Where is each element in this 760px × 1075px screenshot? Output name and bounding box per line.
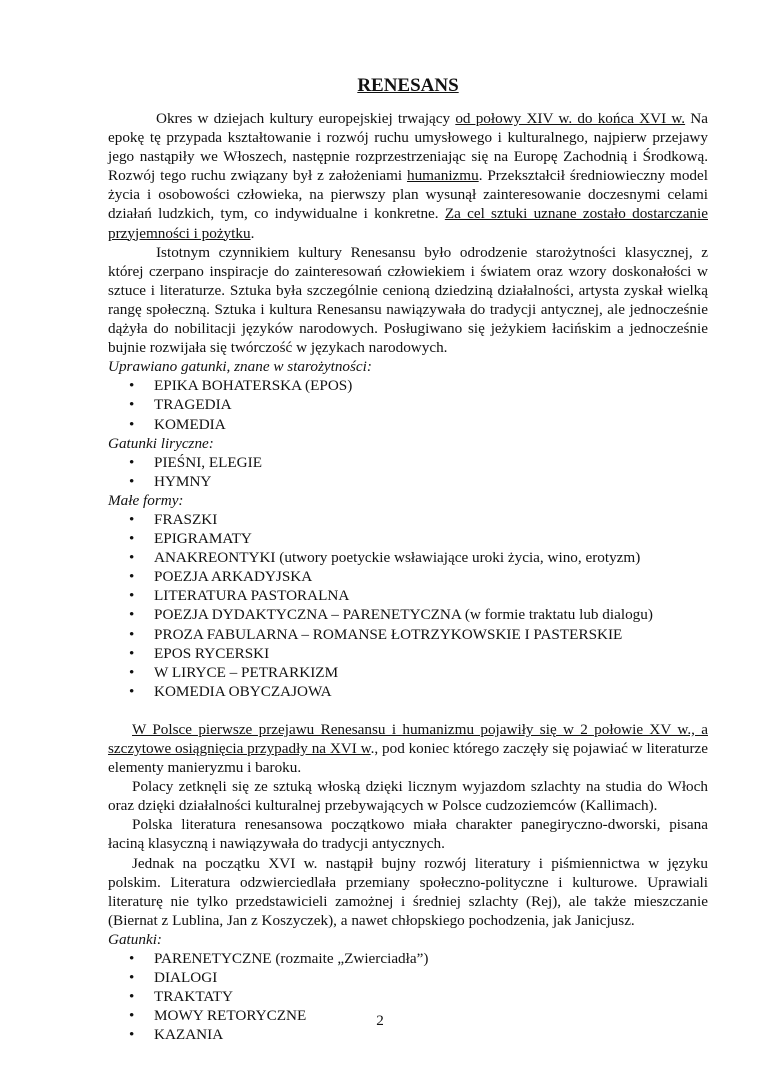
bullet-icon: • xyxy=(129,1026,135,1044)
list-item xyxy=(108,395,708,414)
text-run: ., pod koniec którego zaczęły się pojawiać w literaturze elementy manieryzmu i baroku. xyxy=(108,740,708,777)
page-number: 2 xyxy=(376,1012,384,1029)
list-item xyxy=(108,949,708,968)
text-run: . xyxy=(250,224,255,242)
text-run: . Przekształcił średniowieczny model życia i osobowości człowieka, na pierwszy plan wysunął zainteresowanie doczesnymi celami działań ludzkich, tym, co indywidualne i konkretne. xyxy=(108,167,708,223)
bullet-icon: • xyxy=(129,568,135,586)
lyric-genres-label: Gatunki liryczne: xyxy=(108,434,214,452)
text-run: Okres w dziejach kultury europejskiej trwający xyxy=(156,110,456,127)
list-item xyxy=(108,987,708,1006)
bullet-icon: • xyxy=(129,587,135,605)
list-item xyxy=(108,567,708,586)
list-item-text: EPOS RYCERSKI xyxy=(154,644,270,662)
list-item-text: TRAKTATY xyxy=(154,988,233,1006)
bullet-icon: • xyxy=(129,377,135,395)
intro-paragraph-1 xyxy=(108,109,708,243)
list-item xyxy=(108,663,708,682)
bullet-icon: • xyxy=(129,663,135,681)
bullet-icon: • xyxy=(129,415,135,433)
genres-label: Gatunki: xyxy=(108,930,162,948)
bullet-icon: • xyxy=(129,530,135,548)
ancient-genres-list xyxy=(108,376,708,433)
list-item xyxy=(108,586,708,605)
underlined-poland-dates: W Polsce pierwsze przejawu Renesansu i humanizmu pojawiły się w 2 połowie XV w., a szczytowe osiągnięcia przypadły na XVI w xyxy=(108,720,708,757)
bullet-icon: • xyxy=(129,1007,135,1025)
poland-paragraph-4: Jednak na początku XVI w. nastąpił bujny rozwój literatury i piśmiennictwa w języku polskim. Literatura odzwierciedlała przemiany społeczno-polityczne i kulturowe. Uprawiali literaturę nie tylko przedstawicieli zamożnej i średniej szlachty (Rej), ale także mieszczanie (Biernat z Lublina, Jan z Koszyczek), a nawet chłopskiego pochodzenia, jak Janicjusz. xyxy=(108,854,708,929)
list-item-text: POEZJA DYDAKTYCZNA – PARENETYCZNA xyxy=(154,606,462,624)
bullet-icon: • xyxy=(129,950,135,968)
list-item-text: ANAKREONTYKI xyxy=(154,549,276,567)
bullet-icon: • xyxy=(129,510,135,528)
list-item xyxy=(108,682,708,701)
poland-paragraph-2: Polacy zetknęli się ze sztuką włoską dzięki licznym wyjazdom szlachty na studia do Włoch oraz dzięki działalności kulturalnej przebywających w Polsce cudzoziemców (Kallimach). xyxy=(108,778,708,815)
list-item-note: (utwory poetyckie wsławiające uroki życia, wino, erotyzm) xyxy=(275,549,641,567)
bullet-icon: • xyxy=(129,644,135,662)
list-item xyxy=(108,644,708,663)
list-item-text: EPIKA BOHATERSKA (EPOS) xyxy=(154,377,353,395)
bullet-icon: • xyxy=(129,453,135,471)
small-forms-label: Małe formy: xyxy=(108,491,184,509)
list-item-text: KOMEDIA xyxy=(154,415,226,433)
bullet-icon: • xyxy=(129,396,135,414)
lyric-genres-list xyxy=(108,453,708,491)
poland-paragraph-1 xyxy=(108,720,708,777)
list-item-text: EPIGRAMATY xyxy=(154,530,252,548)
document-page xyxy=(108,74,708,1045)
bullet-icon: • xyxy=(129,625,135,643)
list-item-text: FRASZKI xyxy=(154,510,218,528)
list-item-text: MOWY RETORYCZNE xyxy=(154,1007,307,1025)
page-title: RENESANS xyxy=(357,75,459,96)
list-item-text: LITERATURA PASTORALNA xyxy=(154,587,350,605)
list-item xyxy=(108,548,708,567)
list-item-text: PARENETYCZNE xyxy=(154,950,272,968)
list-item-text: PROZA FABULARNA – ROMANSE ŁOTRZYKOWSKIE I PASTERSKIE xyxy=(154,625,623,643)
list-item xyxy=(108,453,708,472)
list-item-text: POEZJA ARKADYJSKA xyxy=(154,568,313,586)
bullet-icon: • xyxy=(129,472,135,490)
intro-paragraph-2: Istotnym czynnikiem kultury Renesansu było odrodzenie starożytności klasycznej, z której czerpano inspiracje do zainteresowań człowiekiem i światem oraz wzory doskonałości w sztuce i literaturze. Sztuka była szczególnie cenioną dziedziną działalności, artysta zyskał wielką rangę społeczną. Sztuka i kultura Renesansu nawiązywała do tradycji antycznej, ale jednocześnie dążyła do nobilitacji języków narodowych. Posługiwano się jeżykiem łacińskim a jednocześnie bujnie rozwijała się twórczość w językach narodowych. xyxy=(108,243,708,357)
list-item xyxy=(108,415,708,434)
list-item xyxy=(108,529,708,548)
list-item xyxy=(108,510,708,529)
list-item-text: HYMNY xyxy=(154,472,212,490)
list-item-note: (w formie traktatu lub dialogu) xyxy=(461,606,653,624)
underlined-period-dates: od połowy XIV w. do końca XVI w. xyxy=(455,110,686,127)
list-item-text: PIEŚNI, ELEGIE xyxy=(154,453,262,471)
underlined-art-goal: Za cel sztuki uznane zostało dostarczanie przyjemności i pożytku xyxy=(108,205,708,242)
ancient-genres-label: Uprawiano gatunki, znane w starożytności: xyxy=(108,358,372,376)
small-forms-list xyxy=(108,510,708,701)
list-item-text: KAZANIA xyxy=(154,1026,224,1044)
bullet-icon: • xyxy=(129,549,135,567)
bullet-icon: • xyxy=(129,606,135,624)
poland-paragraph-3: Polska literatura renesansowa początkowo miała charakter panegiryczno-dworski, pisana łaciną klasyczną i nawiązywała do tradycji antycznych. xyxy=(108,816,708,853)
bullet-icon: • xyxy=(129,988,135,1006)
bullet-icon: • xyxy=(129,969,135,987)
list-item xyxy=(108,625,708,644)
list-item xyxy=(108,605,708,624)
list-item xyxy=(108,968,708,987)
list-item-note: (rozmaite „Zwierciadła”) xyxy=(271,950,429,968)
spacer xyxy=(108,701,708,720)
underlined-humanism: humanizmu xyxy=(406,167,479,185)
list-item-text: W LIRYCE – PETRARKIZM xyxy=(154,663,339,681)
list-item-text: DIALOGI xyxy=(154,969,218,987)
bullet-icon: • xyxy=(129,682,135,700)
genres-list xyxy=(108,949,708,1044)
list-item xyxy=(108,376,708,395)
list-item-text: KOMEDIA OBYCZAJOWA xyxy=(154,682,332,700)
list-item-text: TRAGEDIA xyxy=(154,396,232,414)
text-run: Na epokę tę przypada kształtowanie i rozwój ruchu umysłowego i kulturalnego, najpierw przejawy jego nastąpiły we Włoszech, następnie rozprzestrzeniając się na Europę Zachodnią i Środkową. Rozwój tego ruchu związany był z założeniami xyxy=(108,110,708,185)
list-item xyxy=(108,472,708,491)
